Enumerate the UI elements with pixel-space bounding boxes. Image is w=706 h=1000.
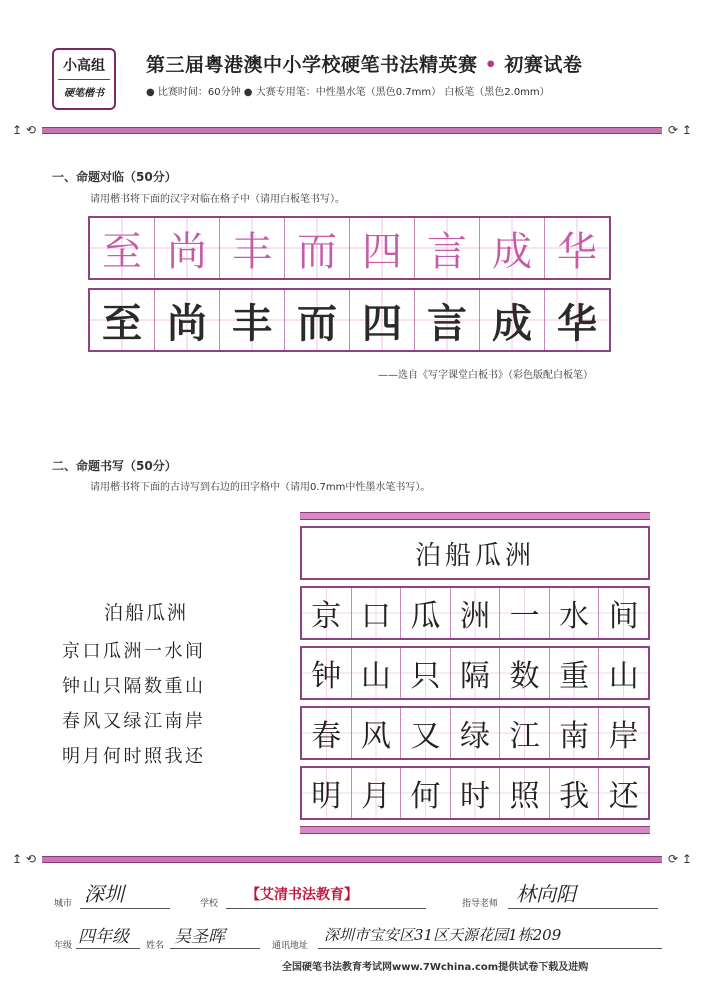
model-char: 四: [349, 218, 414, 278]
school-underline: [226, 908, 426, 909]
written-char: 绿: [450, 708, 500, 758]
writing-row: [300, 766, 650, 820]
section1-heading: 一、命题对临（50分）: [52, 170, 177, 184]
section2-instruction: 请用楷书将下面的古诗写到右边的田字格中（请用0.7mm中性墨水笔书写）。: [90, 482, 431, 493]
writing-row: [300, 646, 650, 700]
city-label: 城市: [54, 899, 73, 909]
school-label: 学校: [200, 899, 219, 909]
ornament-right-top: ⟳ ↥: [668, 123, 692, 137]
written-char: 水: [549, 588, 599, 638]
written-poem-title: 泊船瓜洲: [300, 526, 650, 580]
address-label: 通讯地址: [272, 941, 309, 951]
written-char: 洲: [450, 588, 500, 638]
written-char: 重: [549, 648, 599, 698]
written-char: 京: [302, 588, 351, 638]
poem-line: 春风又绿江南岸: [62, 711, 206, 732]
written-char: 山: [598, 648, 648, 698]
grade-label: 年级: [54, 941, 73, 951]
written-char: 尚: [154, 290, 219, 350]
written-char: 只: [400, 648, 450, 698]
poem-line: 京口瓜洲一水间: [62, 641, 206, 662]
address-underline: [318, 948, 662, 949]
written-char: 江: [499, 708, 549, 758]
city-underline: [80, 908, 170, 909]
written-char: 而: [284, 290, 349, 350]
written-char: 我: [549, 768, 599, 818]
bottom-divider: [42, 856, 662, 863]
written-char: 南: [549, 708, 599, 758]
written-char: 春: [302, 708, 351, 758]
written-char: 岸: [598, 708, 648, 758]
section2-heading: 二、命题书写（50分）: [52, 459, 177, 473]
written-char: 月: [351, 768, 401, 818]
written-char: 成: [479, 290, 544, 350]
ornament-right-bottom: ⟳ ↥: [668, 852, 692, 866]
badge-group-label: 小高组: [63, 58, 105, 74]
written-char: 间: [598, 588, 648, 638]
written-char: 丰: [219, 290, 284, 350]
top-divider: [42, 127, 662, 134]
written-char: 风: [351, 708, 401, 758]
written-char: 四: [349, 290, 414, 350]
model-char: 成: [479, 218, 544, 278]
address-value: 深圳市宝安区31区天源花园1栋209: [324, 926, 562, 944]
model-char: 丰: [219, 218, 284, 278]
group-badge: [52, 48, 116, 110]
poem-title: 泊船瓜洲: [104, 602, 189, 624]
model-char: 而: [284, 218, 349, 278]
model-char: 至: [90, 218, 154, 278]
written-char: 数: [499, 648, 549, 698]
written-char: 明: [302, 768, 351, 818]
poem-line: 明月何时照我还: [62, 746, 206, 767]
exam-info: ● 比赛时间：60分钟 ● 大赛专用笔：中性墨水笔（黑色0.7mm） 白板笔（黑色2.0mm）: [146, 87, 550, 98]
writing-panel-bottom-bar: [300, 826, 650, 834]
badge-style-label: 硬笔楷书: [64, 88, 104, 99]
section1-instruction: 请用楷书将下面的汉字对临在格子中（请用白板笔书写）。: [90, 194, 345, 205]
written-char: 瓜: [400, 588, 450, 638]
ornament-left-top: ↥ ⟲: [12, 123, 36, 137]
written-char: 又: [400, 708, 450, 758]
written-char: 隔: [450, 648, 500, 698]
title-main: 第三届粤港澳中小学校硬笔书法精英赛: [146, 54, 478, 76]
teacher-value: 林向阳: [516, 882, 576, 906]
teacher-underline: [508, 908, 658, 909]
writing-panel-top-bar: [300, 512, 650, 520]
city-value: 深圳: [84, 882, 124, 906]
model-char: 华: [544, 218, 609, 278]
written-char: 至: [90, 290, 154, 350]
written-char: 言: [414, 290, 479, 350]
written-char: 何: [400, 768, 450, 818]
writing-row: [300, 706, 650, 760]
writing-row: [300, 586, 650, 640]
model-char: 尚: [154, 218, 219, 278]
title-dot: •: [484, 54, 498, 76]
name-value: 吴圣晖: [174, 927, 225, 947]
name-label: 姓名: [146, 941, 165, 951]
school-value: 【艾清书法教育】: [246, 887, 358, 903]
written-char: 一: [499, 588, 549, 638]
poem-line: 钟山只隔数重山: [62, 676, 206, 697]
source-credit: ——选自《写字课堂白板书》（彩色版配白板笔）: [378, 370, 593, 381]
footer-text: 全国硬笔书法教育考试网www.7Wchina.com提供试卷下载及进购: [282, 962, 589, 973]
model-grid: [88, 216, 611, 280]
written-char: 还: [598, 768, 648, 818]
written-char: 照: [499, 768, 549, 818]
grade-value: 四年级: [78, 927, 129, 947]
written-char: 华: [544, 290, 609, 350]
name-underline: [170, 948, 260, 949]
written-char: 钟: [302, 648, 351, 698]
written-char: 时: [450, 768, 500, 818]
model-char: 言: [414, 218, 479, 278]
title-suffix: 初赛试卷: [504, 54, 583, 76]
copy-grid: [88, 288, 611, 352]
ornament-left-bottom: ↥ ⟲: [12, 852, 36, 866]
written-char: 山: [351, 648, 401, 698]
grade-underline: [76, 948, 140, 949]
badge-divider: [58, 79, 110, 80]
page-title: [146, 50, 582, 77]
writing-panel: [300, 512, 650, 832]
teacher-label: 指导老师: [462, 899, 499, 909]
written-char: 口: [351, 588, 401, 638]
